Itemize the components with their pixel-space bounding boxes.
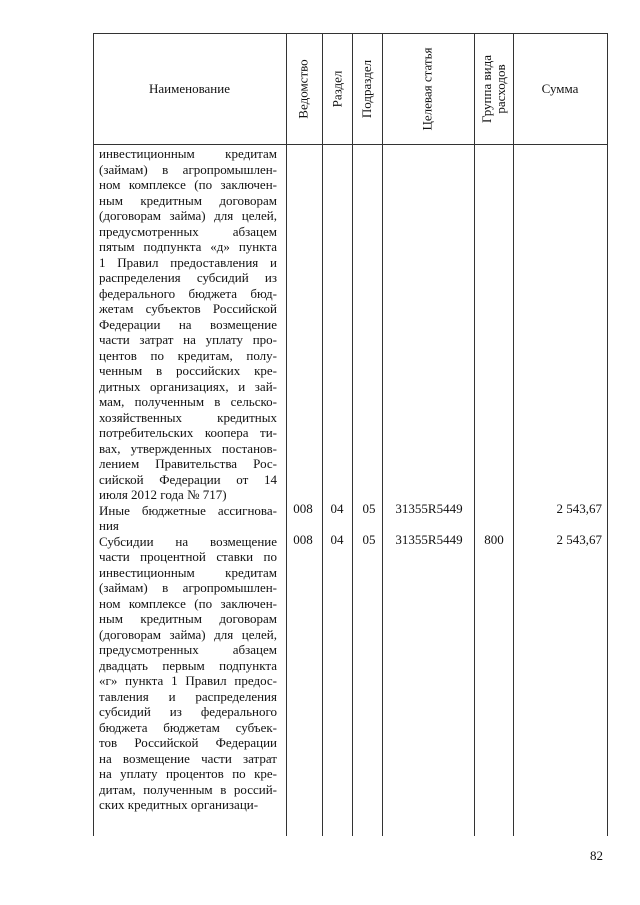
col-divider bbox=[352, 33, 353, 836]
text-line: сийской Федерации от 14 bbox=[99, 471, 277, 487]
text-line: ния bbox=[99, 518, 119, 533]
text-line: бюджета бюджетам субъек- bbox=[99, 719, 277, 735]
col-divider bbox=[474, 33, 475, 836]
row1-razdel: 04 bbox=[330, 501, 344, 516]
header-bottom-border bbox=[93, 144, 608, 145]
text-line: Субсидии на возмещение bbox=[99, 533, 277, 549]
text-line: ном комплексе (по заключен- bbox=[99, 177, 277, 192]
text-line: лением Правительства Рос- bbox=[99, 456, 277, 471]
text-line: Иные бюджетные ассигнова- bbox=[99, 502, 277, 518]
text-line: жетам субъектов Российской bbox=[99, 301, 277, 316]
row1-vedomstvo: 008 bbox=[293, 501, 313, 516]
text-line: «г» пункта 1 Правил предос- bbox=[99, 673, 277, 688]
paragraph-other-allocations bbox=[99, 503, 277, 534]
col-divider bbox=[513, 33, 514, 836]
paragraph-investment-credits bbox=[99, 146, 277, 503]
header-name: Наименование bbox=[149, 80, 230, 96]
text-line: (займам) в агропромышлен- bbox=[99, 580, 277, 595]
text-line: ном комплексе (по заключен- bbox=[99, 595, 277, 611]
text-line: пятым подпункта «д» пункта bbox=[99, 239, 277, 254]
text-line: на возмещение части затрат bbox=[99, 750, 277, 766]
text-line: распределения субсидий из bbox=[99, 270, 277, 285]
paragraph-subsidies bbox=[99, 534, 277, 813]
text-line: субсидий из федерального bbox=[99, 704, 277, 719]
row1-podrazdel: 05 bbox=[362, 501, 376, 516]
budget-table bbox=[93, 33, 608, 836]
text-line: хозяйственных кредитных bbox=[99, 409, 277, 425]
row2-celevaya: 31355R5449 bbox=[395, 532, 463, 547]
table-left-border bbox=[93, 33, 94, 836]
text-line: июля 2012 года № 717) bbox=[99, 487, 227, 502]
text-line: Федерации на возмещение bbox=[99, 316, 277, 332]
text-line: ным кредитным договорам bbox=[99, 192, 277, 208]
text-line: части затрат на уплату про- bbox=[99, 332, 277, 347]
text-line: на уплату процентов по кре- bbox=[99, 766, 277, 781]
text-line: ным кредитным договорам bbox=[99, 611, 277, 626]
text-line: тавления и распределения bbox=[99, 688, 277, 704]
text-line: дитных организациях, и зай- bbox=[99, 378, 277, 394]
text-line: предусмотренных абзацем bbox=[99, 642, 277, 657]
name-column bbox=[99, 146, 277, 813]
col-divider bbox=[382, 33, 383, 836]
text-line: ских кредитных организаци- bbox=[99, 797, 259, 812]
header-razdel: Раздел bbox=[329, 70, 344, 107]
text-line: 1 Правил предоставления и bbox=[99, 254, 277, 270]
text-line: двадцать первым подпункта bbox=[99, 657, 277, 673]
text-line: части процентной ставки по bbox=[99, 549, 277, 564]
text-line: (договорам займа) для целей, bbox=[99, 208, 277, 223]
page-number: 82 bbox=[590, 848, 603, 863]
row2-summa: 2 543,67 bbox=[556, 532, 602, 547]
col-divider bbox=[322, 33, 323, 836]
header-summa: Сумма bbox=[541, 80, 579, 96]
col-divider bbox=[286, 33, 287, 836]
header-vedomstvo: Ведомство bbox=[296, 58, 311, 119]
row1-celevaya: 31355R5449 bbox=[395, 501, 463, 516]
header-gruppa: Группа вида расходов bbox=[478, 54, 508, 123]
text-line: инвестиционным кредитам bbox=[99, 564, 277, 580]
row2-razdel: 04 bbox=[330, 532, 344, 547]
text-line: (займам) в агропромышлен- bbox=[99, 161, 277, 177]
text-line: дитам, полученным в россий- bbox=[99, 781, 277, 797]
text-line: федерального бюджета бюд- bbox=[99, 285, 277, 301]
row2-vedomstvo: 008 bbox=[293, 532, 313, 547]
row2-gruppa: 800 bbox=[484, 532, 504, 547]
text-line: ченным в российских кре- bbox=[99, 363, 277, 378]
text-line: центов по кредитам, полу- bbox=[99, 347, 277, 363]
text-line: предусмотренных абзацем bbox=[99, 223, 277, 239]
text-line: мам, полученным в сельско- bbox=[99, 394, 277, 409]
header-podrazdel: Подраздел bbox=[359, 59, 375, 118]
text-line: вах, утвержденных постанов- bbox=[99, 440, 277, 456]
text-line: (договорам займа) для целей, bbox=[99, 626, 277, 642]
row2-podrazdel: 05 bbox=[362, 532, 376, 547]
table-right-border bbox=[607, 33, 608, 836]
row1-summa: 2 543,67 bbox=[556, 501, 602, 516]
header-celevaya: Целевая статья bbox=[419, 46, 435, 131]
text-line: инвестиционным кредитам bbox=[99, 146, 277, 161]
text-line: потребительских коопера ти- bbox=[99, 425, 277, 440]
text-line: тов Российской Федерации bbox=[99, 735, 277, 750]
